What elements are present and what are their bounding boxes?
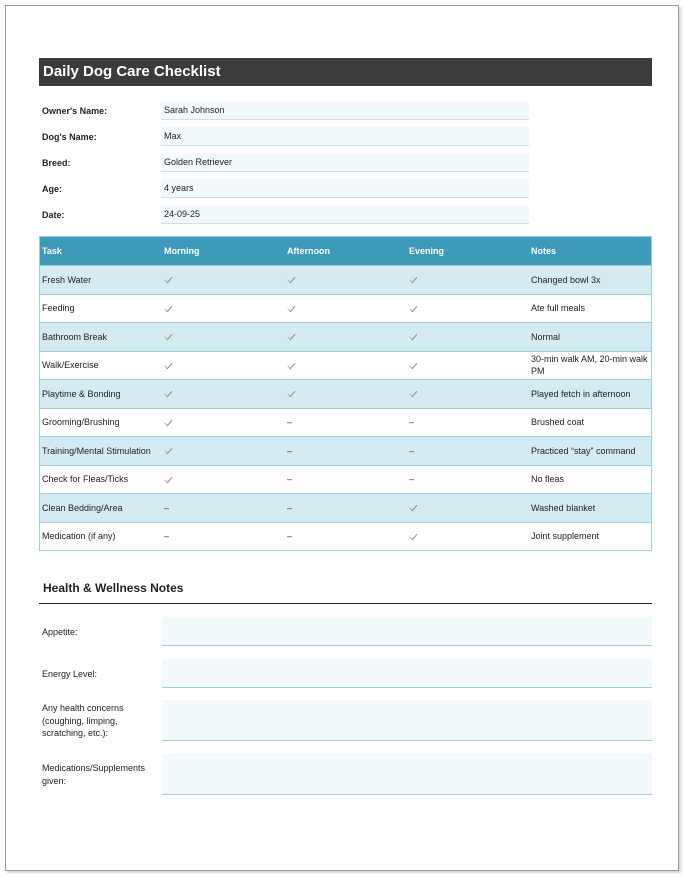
- check-icon: [164, 419, 172, 426]
- age-label: Age:: [42, 184, 62, 194]
- header-evening: Evening: [409, 246, 445, 256]
- task-label: Check for Fleas/Ticks: [42, 474, 129, 485]
- notes-cell: [531, 266, 649, 294]
- checklist-table: [39, 236, 652, 551]
- date-field[interactable]: 24-09-25: [161, 205, 529, 224]
- morning-cell[interactable]: [164, 494, 286, 522]
- morning-cell[interactable]: [164, 466, 286, 494]
- evening-cell[interactable]: [409, 266, 531, 294]
- owner-name-label: Owner's Name:: [42, 106, 108, 116]
- check-icon: [164, 390, 172, 397]
- check-icon: [409, 504, 417, 511]
- task-cell: [42, 352, 164, 380]
- evening-cell[interactable]: [409, 494, 531, 522]
- table-row: [40, 436, 651, 465]
- dash-mark: –: [409, 445, 415, 456]
- morning-cell[interactable]: [164, 380, 286, 408]
- task-label: Walk/Exercise: [42, 360, 99, 371]
- check-icon: [409, 333, 417, 340]
- notes-text: Normal: [531, 331, 561, 342]
- check-icon: [164, 333, 172, 340]
- dog-name-label: Dog's Name:: [42, 132, 97, 142]
- dog-name-field[interactable]: Max: [161, 127, 529, 146]
- task-cell: [42, 437, 164, 465]
- table-row: [40, 351, 651, 380]
- evening-cell[interactable]: [409, 466, 531, 494]
- health-concerns-label: Any health concerns (coughing, limping, scratching, etc.):: [42, 703, 124, 738]
- task-cell: [42, 523, 164, 551]
- check-icon: [287, 333, 295, 340]
- check-icon: [409, 362, 417, 369]
- afternoon-cell[interactable]: [287, 494, 409, 522]
- check-icon: [287, 276, 295, 283]
- notes-text: Brushed coat: [531, 417, 585, 428]
- morning-cell[interactable]: [164, 295, 286, 323]
- owner-name-field[interactable]: Sarah Johnson: [161, 101, 529, 120]
- check-icon: [164, 305, 172, 312]
- breed-label: Breed:: [42, 158, 71, 168]
- notes-cell: [531, 437, 649, 465]
- dash-mark: –: [287, 417, 293, 428]
- dash-mark: –: [409, 474, 415, 485]
- afternoon-cell[interactable]: [287, 352, 409, 380]
- section-divider: [39, 603, 652, 604]
- dash-mark: –: [287, 502, 293, 513]
- afternoon-cell[interactable]: [287, 523, 409, 551]
- task-cell: [42, 466, 164, 494]
- notes-cell: [531, 466, 649, 494]
- dash-mark: –: [287, 474, 293, 485]
- medications-label: Medications/Supplements given:: [42, 763, 146, 786]
- check-icon: [164, 362, 172, 369]
- morning-cell[interactable]: [164, 437, 286, 465]
- check-icon: [164, 447, 172, 454]
- evening-cell[interactable]: [409, 380, 531, 408]
- afternoon-cell[interactable]: [287, 466, 409, 494]
- afternoon-cell[interactable]: [287, 380, 409, 408]
- table-row: [40, 379, 651, 408]
- task-cell: [42, 266, 164, 294]
- breed-field[interactable]: Golden Retriever: [161, 153, 529, 172]
- health-section-title: Health & Wellness Notes: [43, 581, 184, 595]
- date-label: Date:: [42, 210, 65, 220]
- task-cell: [42, 295, 164, 323]
- age-field[interactable]: 4 years: [161, 179, 529, 198]
- dash-mark: –: [287, 531, 293, 542]
- task-label: Training/Mental Stimulation: [42, 445, 151, 456]
- energy-level-label: Energy Level:: [42, 669, 98, 679]
- header-morning: Morning: [164, 246, 200, 256]
- morning-cell[interactable]: [164, 323, 286, 351]
- task-label: Fresh Water: [42, 274, 92, 285]
- dash-mark: –: [409, 417, 415, 428]
- check-icon: [409, 305, 417, 312]
- check-icon: [287, 305, 295, 312]
- notes-cell: [531, 380, 649, 408]
- notes-cell: [531, 494, 649, 522]
- evening-cell[interactable]: [409, 295, 531, 323]
- notes-text: Changed bowl 3x: [531, 274, 601, 285]
- notes-cell: [531, 352, 649, 380]
- header-notes: Notes: [531, 246, 557, 256]
- task-cell: [42, 380, 164, 408]
- notes-text: Played fetch in afternoon: [531, 388, 631, 399]
- task-label: Playtime & Bonding: [42, 388, 121, 399]
- notes-text: Joint supplement: [531, 531, 600, 542]
- afternoon-cell[interactable]: [287, 323, 409, 351]
- task-label: Bathroom Break: [42, 331, 108, 342]
- afternoon-cell[interactable]: [287, 437, 409, 465]
- medications-field[interactable]: [162, 754, 652, 795]
- task-cell: [42, 494, 164, 522]
- task-label: Grooming/Brushing: [42, 417, 120, 428]
- table-row: [40, 322, 651, 351]
- dash-mark: –: [287, 445, 293, 456]
- evening-cell[interactable]: [409, 323, 531, 351]
- notes-text: Ate full meals: [531, 303, 586, 314]
- check-icon: [287, 390, 295, 397]
- check-icon: [409, 276, 417, 283]
- afternoon-cell[interactable]: [287, 266, 409, 294]
- morning-cell[interactable]: [164, 523, 286, 551]
- morning-cell[interactable]: [164, 352, 286, 380]
- notes-text: 30-min walk AM, 20-min walk PM: [531, 354, 648, 377]
- appetite-field[interactable]: [162, 617, 652, 646]
- notes-text: Practiced “stay” command: [531, 445, 636, 456]
- check-icon: [287, 362, 295, 369]
- afternoon-cell[interactable]: [287, 409, 409, 437]
- check-icon: [164, 476, 172, 483]
- table-row: [40, 294, 651, 323]
- table-row: [40, 493, 651, 522]
- notes-cell: [531, 295, 649, 323]
- header-task: Task: [42, 246, 62, 256]
- energy-level-field[interactable]: [162, 659, 652, 688]
- task-label: Clean Bedding/Area: [42, 502, 123, 513]
- page-title: Daily Dog Care Checklist: [39, 58, 652, 86]
- morning-cell[interactable]: [164, 266, 286, 294]
- header-afternoon: Afternoon: [287, 246, 330, 256]
- table-header: [40, 237, 651, 265]
- task-cell: [42, 323, 164, 351]
- evening-cell[interactable]: [409, 409, 531, 437]
- task-cell: [42, 409, 164, 437]
- evening-cell[interactable]: [409, 437, 531, 465]
- table-body: [40, 265, 651, 550]
- table-row: [40, 265, 651, 294]
- notes-cell: [531, 323, 649, 351]
- check-icon: [164, 276, 172, 283]
- table-row: [40, 408, 651, 437]
- notes-cell: [531, 409, 649, 437]
- notes-cell: [531, 523, 649, 551]
- task-label: Medication (if any): [42, 531, 116, 542]
- evening-cell[interactable]: [409, 352, 531, 380]
- health-concerns-field[interactable]: [162, 700, 652, 741]
- appetite-label: Appetite:: [42, 627, 78, 637]
- table-row: [40, 465, 651, 494]
- notes-text: No fleas: [531, 474, 565, 485]
- evening-cell[interactable]: [409, 523, 531, 551]
- afternoon-cell[interactable]: [287, 295, 409, 323]
- dash-mark: –: [164, 531, 170, 542]
- table-row: [40, 522, 651, 551]
- morning-cell[interactable]: [164, 409, 286, 437]
- check-icon: [409, 533, 417, 540]
- dash-mark: –: [164, 502, 170, 513]
- task-label: Feeding: [42, 303, 75, 314]
- notes-text: Washed blanket: [531, 502, 596, 513]
- check-icon: [409, 390, 417, 397]
